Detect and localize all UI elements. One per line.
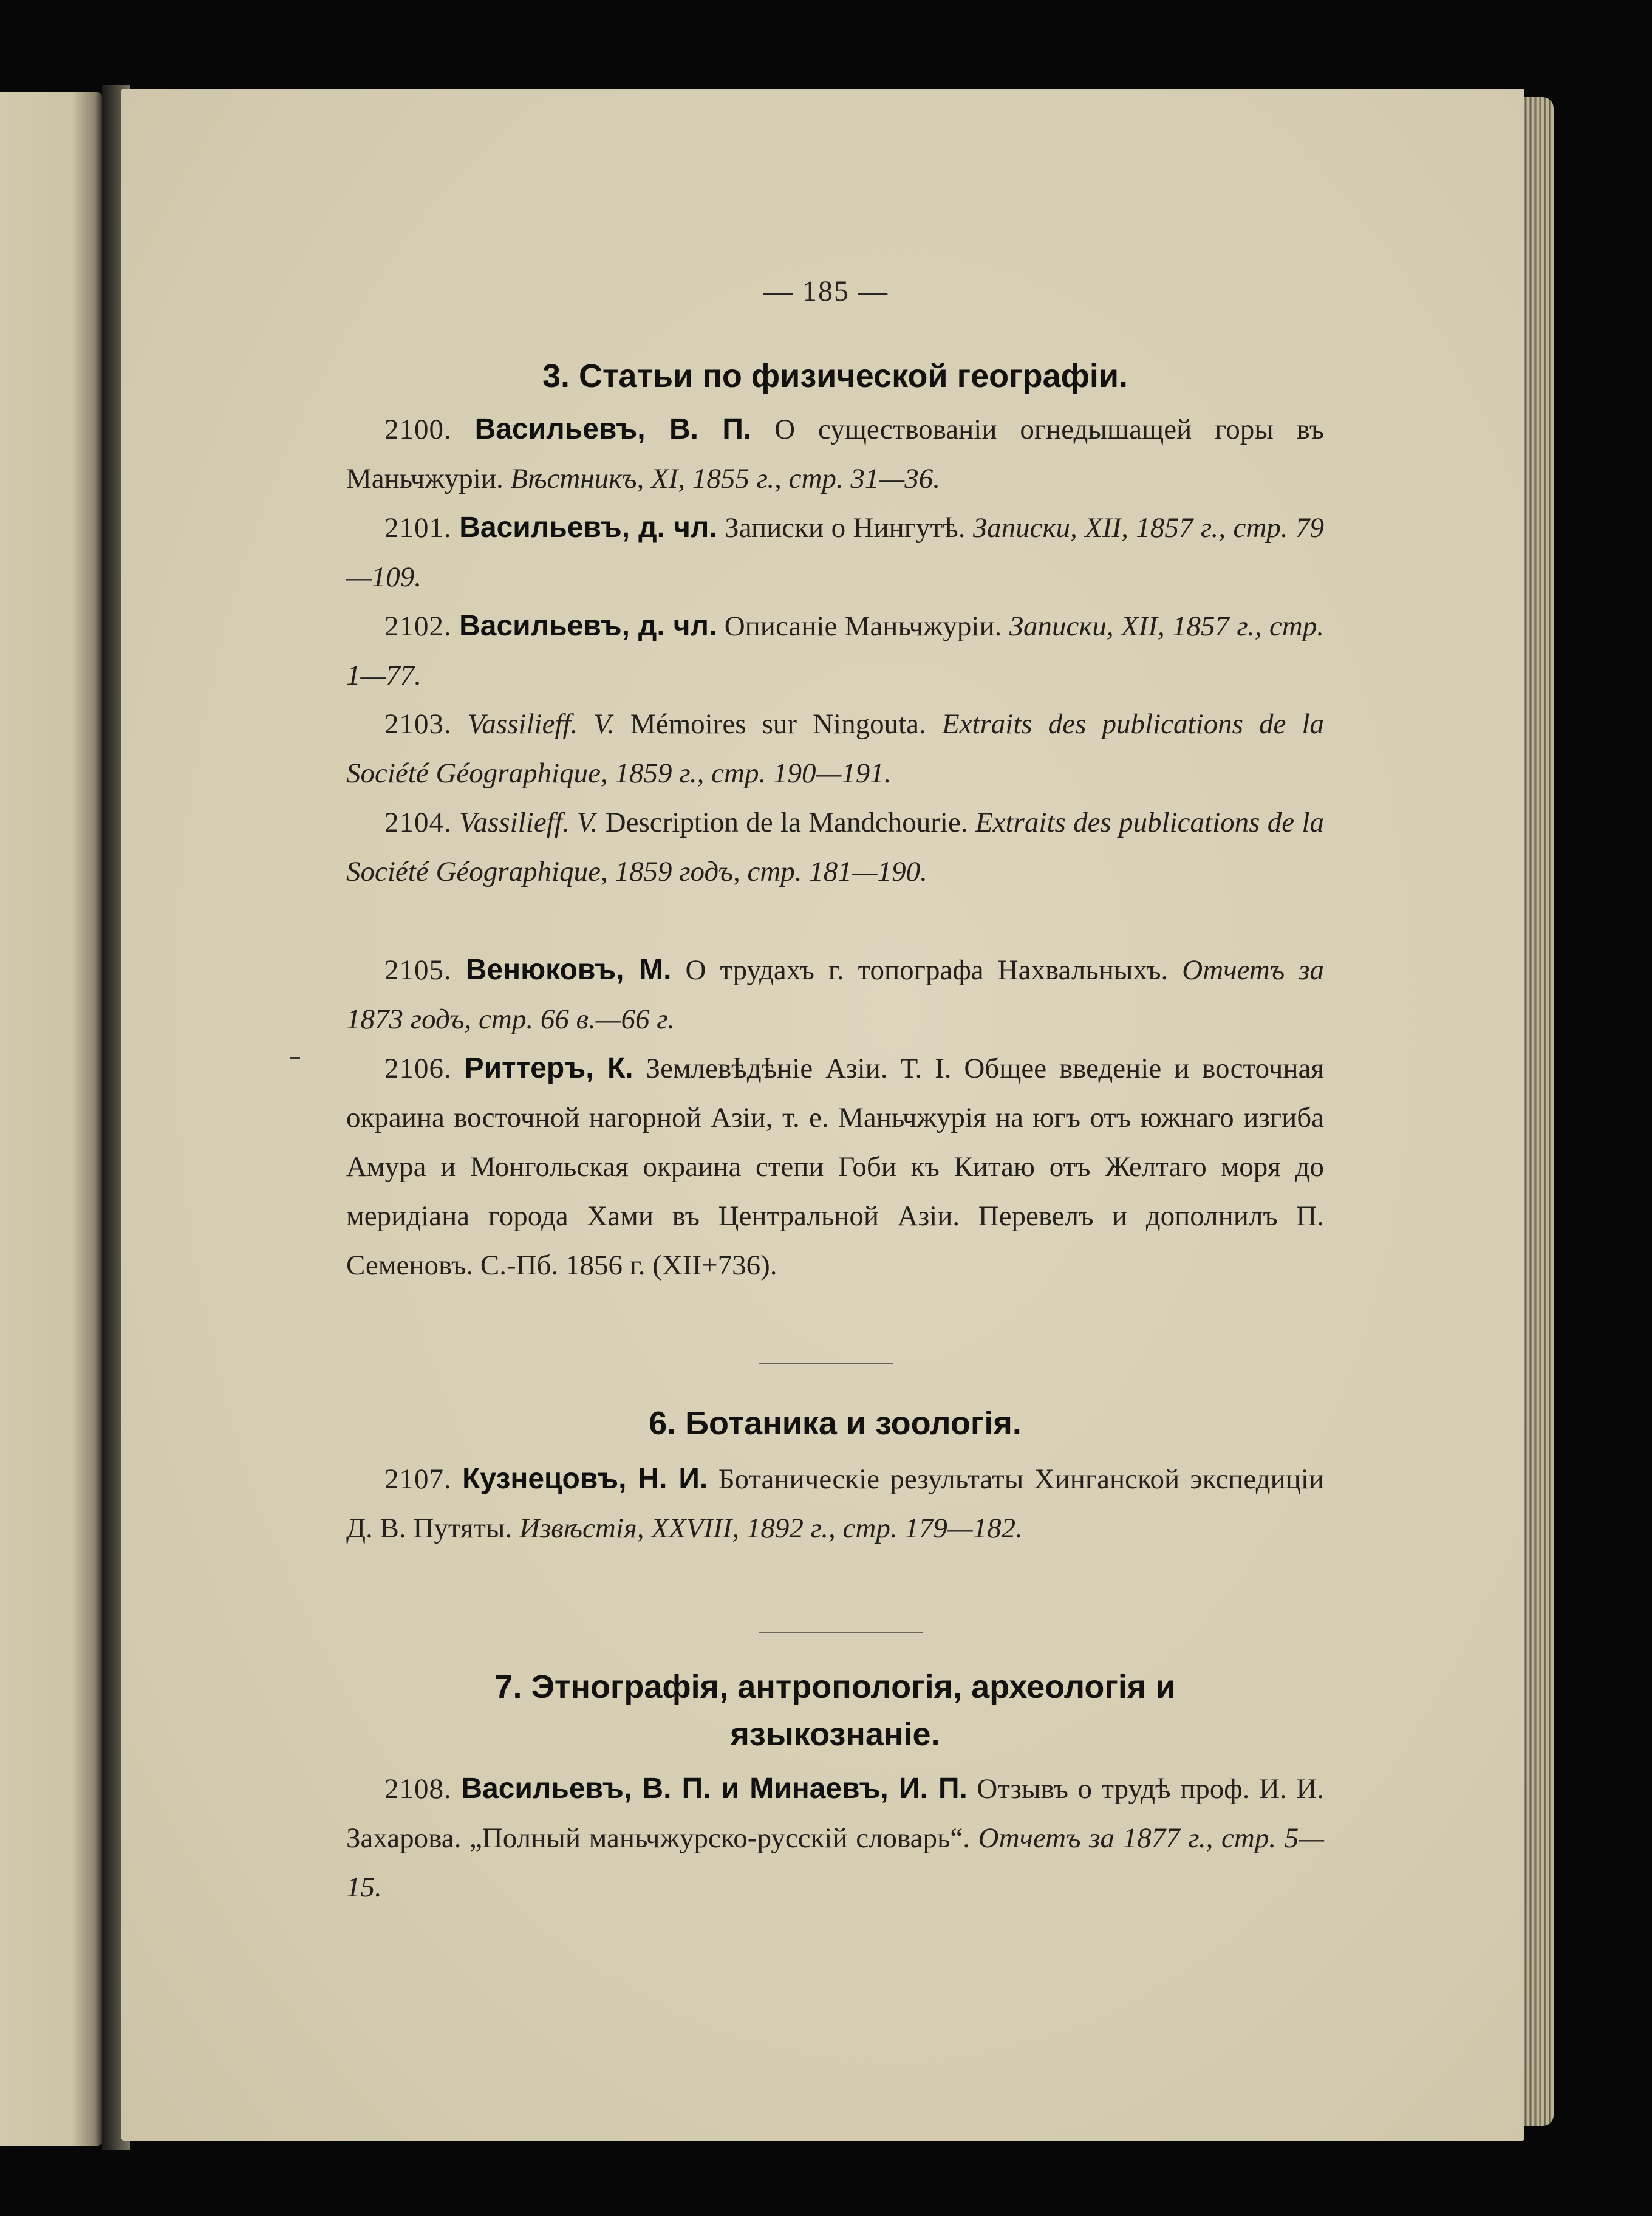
entry-source: Записки, XII, 1857 г., стр. 79—109.: [346, 512, 1325, 593]
entry-author: Кузнецовъ, Н. И.: [462, 1463, 708, 1495]
entry-source: Extraits des publications de la Société Géographique, 1859 г., стр. 190—191.: [346, 708, 1325, 789]
entry-number: 2103.: [384, 708, 452, 740]
entry-title: Землевѣдѣніе Азіи. Т. I. Общее введеніе и восточная окраина восточной нагорной Азіи, т. е. Маньчжурія на югъ отъ южнаго изгиба Амура и Монгольская окраина степи Гоби къ Китаю отъ Желтаго моря до меридіана города Хами въ Центральной Азіи. Перевелъ и дополнилъ П. Семеновъ. С.-Пб. 1856 г. (XII+736).: [346, 1053, 1325, 1281]
entry-number: 2102.: [384, 610, 452, 642]
entry-title: Отзывъ о трудѣ проф. И. И. Захарова. „Полный маньчжурско-русскій словарь“.: [346, 1773, 1325, 1854]
entry-number: 2104.: [384, 807, 452, 838]
entry-author: Vassilieff. V.: [467, 708, 615, 740]
entry-number: 2105.: [384, 954, 452, 986]
entry-author: Васильевъ, д. чл.: [459, 511, 717, 544]
section-divider: [759, 1632, 923, 1633]
entry-source: Extraits des publications de la Société Géographique, 1859 годъ, стр. 181—190.: [346, 807, 1325, 887]
page-number: — 185 —: [763, 275, 889, 307]
entry-number: 2108.: [384, 1773, 452, 1805]
entry-number: 2107.: [384, 1463, 452, 1495]
entry-title: Ботаническіе результаты Хинганской экспедиціи Д. В. Путяты.: [346, 1463, 1324, 1544]
entry-author: Васильевъ, д. чл.: [459, 610, 717, 642]
section-divider: [759, 1363, 893, 1364]
entry-2100: [346, 405, 1324, 504]
entry-title: Description de la Mandchourie.: [605, 807, 968, 838]
entry-2103: [346, 700, 1324, 798]
entry-author: Васильевъ, В. П. и Минаевъ, И. П.: [461, 1773, 968, 1805]
entry-2106: [346, 1044, 1324, 1290]
entry-title: Mémoires sur Ningouta.: [630, 708, 926, 740]
entry-source: Извѣстія, XXVIII, 1892 г., стр. 179—182.: [519, 1513, 1023, 1544]
entry-source: Отчетъ за 1877 г., стр. 5—15.: [346, 1822, 1325, 1903]
entry-title: Описаніе Маньчжуріи.: [724, 610, 1002, 642]
entry-author: Васильевъ, В. П.: [474, 413, 752, 445]
entry-number: 2100.: [384, 414, 452, 445]
entry-2101: [346, 503, 1324, 602]
entry-2104: [346, 798, 1324, 897]
entry-2108: [346, 1764, 1324, 1912]
entry-number: 2101.: [384, 512, 452, 544]
entry-source: Отчетъ за 1873 годъ, стр. 66 в.—66 г.: [346, 954, 1325, 1035]
entry-source: Записки, XII, 1857 г., стр. 1—77.: [346, 610, 1325, 691]
entry-author: Венюковъ, М.: [465, 954, 672, 986]
section-heading-ethnography: 7. Этнографія, антропологія, археологія и языкознаніе.: [494, 1669, 1176, 1753]
left-page-edge: [0, 92, 103, 2146]
entry-number: 2106.: [384, 1053, 452, 1084]
entry-source: Вѣстникъ, XI, 1855 г., стр. 31—36.: [510, 463, 940, 494]
margin-mark: [290, 1057, 300, 1059]
entry-2105: [346, 945, 1324, 1044]
section-heading-physical-geography: 3. Статьи по физической географіи.: [542, 358, 1128, 394]
entry-title: О трудахъ г. топографа Нахвальныхъ.: [685, 954, 1169, 986]
entry-author: Риттеръ, К.: [464, 1052, 633, 1084]
entry-title: Записки о Нингутѣ.: [725, 512, 966, 544]
entry-title: О существованіи огнедышащей горы въ Маньчжуріи.: [346, 414, 1325, 494]
entry-author: Vassilieff. V.: [459, 807, 598, 838]
section-heading-botany-zoology: 6. Ботаника и зоологія.: [649, 1405, 1022, 1441]
entry-2107: [346, 1454, 1324, 1553]
entry-2102: [346, 601, 1324, 700]
